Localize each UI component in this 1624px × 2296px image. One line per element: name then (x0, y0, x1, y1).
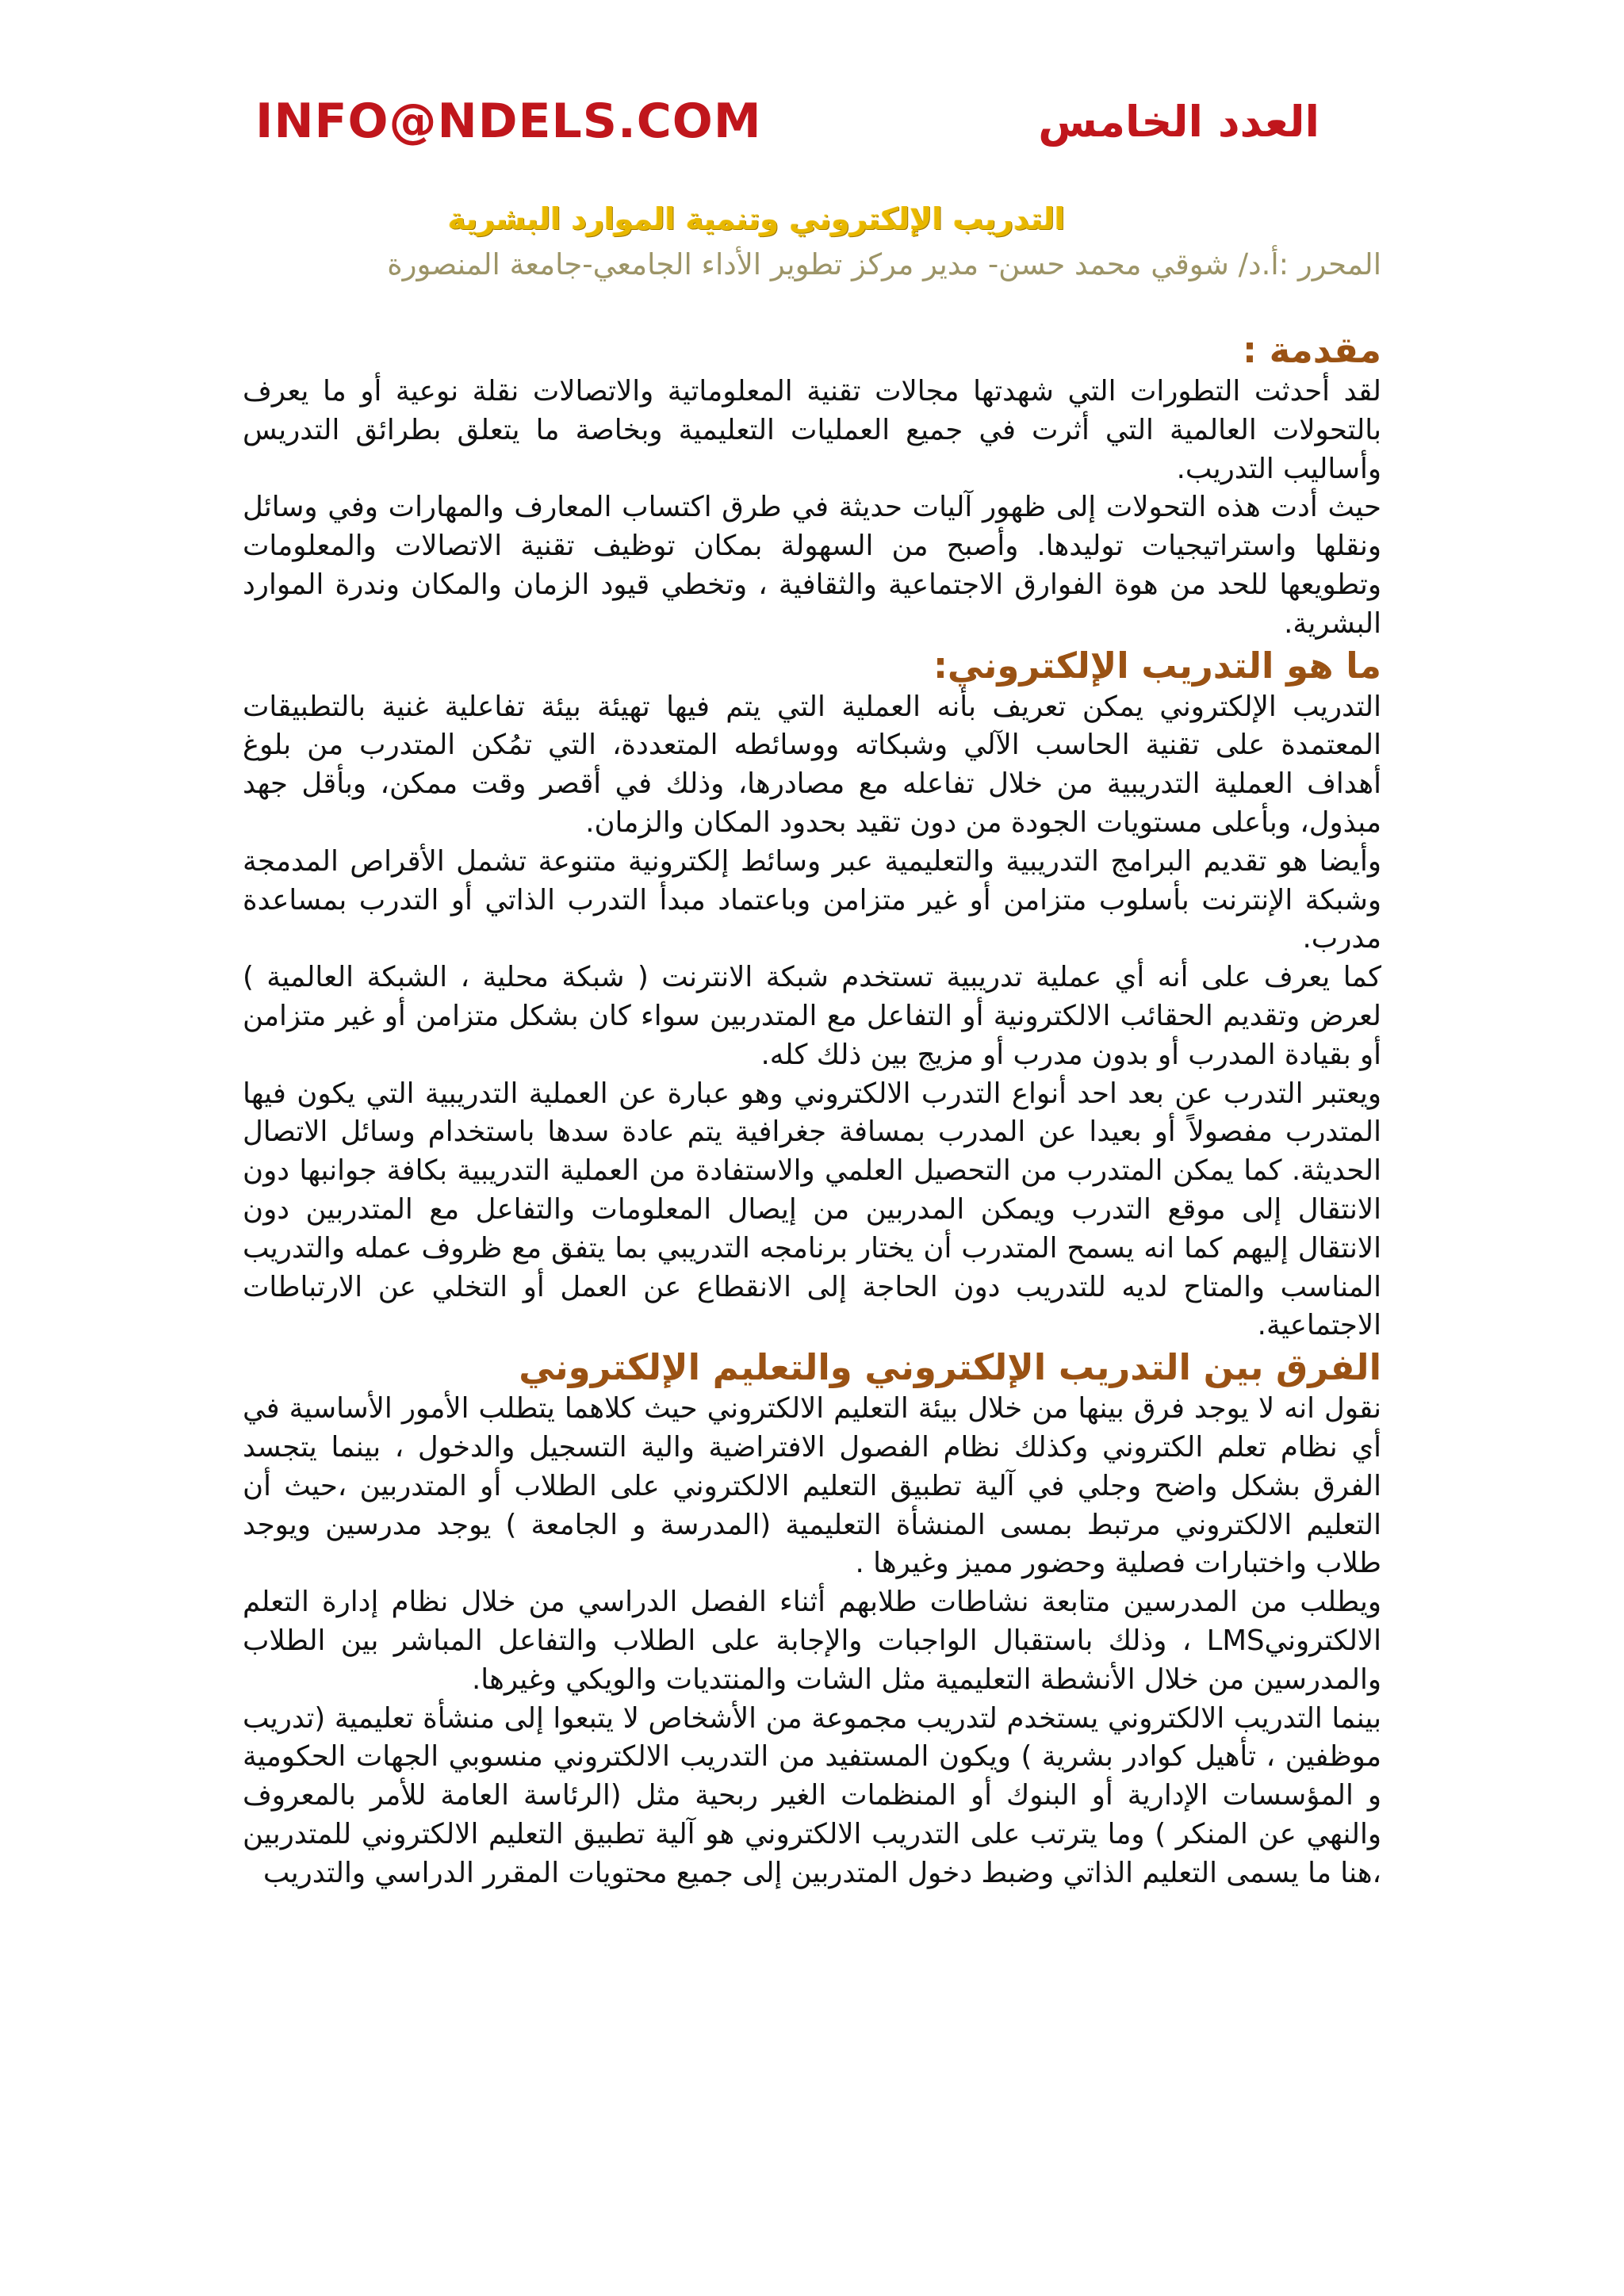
article-body (243, 328, 1381, 1892)
paragraph: وأيضا هو تقديم البرامج التدريبية والتعليمية عبر وسائط إلكترونية متنوعة تشمل الأقراص المدمجة وشبكة الإنترنت بأسلوب متزامن أو غير متزامن وباعتماد مبدأ التدرب الذاتي أو التدرب بمساعدة مدرب. (243, 844, 1381, 955)
paragraph: التدريب الإلكتروني يمكن تعريف بأنه العملية التي يتم فيها تهيئة بيئة تفاعلية غنية بالتطبيقات المعتمدة على تقنية الحاسب الآلي وشبكاته ووسائطه المتعددة، التي تمُكن المتدرب من بلوغ أهداف العملية التدريبية من خلال تفاعله مع مصادرها، وذلك في أقصر وقت ممكن، وبأقل جهد مبذول، وبأعلى مستويات الجودة من دون تقيد بحدود المكان والزمان. (243, 690, 1381, 839)
paragraph: ويعتبر التدرب عن بعد احد أنواع التدرب الالكتروني وهو عبارة عن العملية التدريبية التي يكون فيها المتدرب مفصولاً أو بعيدا عن المدرب بمسافة جغرافية يتم عادة سدها باستخدام وسائل الاتصال الحديثة. كما يمكن المتدرب من التحصيل العلمي والاستفادة من العملية التدريبية بكافة جوانبها دون الانتقال إلى موقع التدرب ويمكن المدربين من إيصال المعلومات والتفاعل مع المتدربين دون الانتقال إليهم كما انه يسمح المتدرب أن يختار برنامجه التدريبي بما يتفق مع ظروف عمله والتدريب المناسب والمتاح لديه للتدريب دون الحاجة إلى الانقطاع عن العمل أو التخلي عن الارتباطات الاجتماعية. (243, 1077, 1381, 1342)
issue-label: العدد الخامس (1038, 97, 1320, 147)
paragraph: بينما التدريب الالكتروني يستخدم لتدريب مجموعة من الأشخاص لا يتبعوا إلى منشأة تعليمية (تدريب موظفين ، تأهيل كوادر بشرية ) ويكون المستفيد من التدريب الالكتروني منسوبي الجهات الحكومية و المؤسسات الإدارية أو البنوك أو المنظمات الغير ربحية مثل (الرئاسة العامة للأمر بالمعروف والنهي عن المنكر ) وما يترتب على التدريب الالكتروني هو آلية تطبيق التعليم الالكتروني للمتدربين ،هنا ما يسمى التعليم الذاتي وضبط دخول المتدربين إلى جميع محتويات المقرر الدراسي والتدريب (243, 1701, 1381, 1889)
editor-line: المحرر :أ.د/ شوقي محمد حسن- مدير مركز تطوير الأداء الجامعي-جامعة المنصورة (387, 247, 1381, 281)
section-heading-intro: مقدمة : (1242, 329, 1381, 371)
paragraph: كما يعرف على أنه أي عملية تدريبية تستخدم شبكة الانترنت ( شبكة محلية ، الشبكة العالمية ) لعرض وتقديم الحقائب الالكترونية أو التفاعل مع المتدربين سواء كان بشكل متزامن أو غير متزامن أو بقيادة المدرب أو بدون مدرب أو مزيج بين ذلك كله. (243, 961, 1381, 1071)
contact-email[interactable]: INFO@NDELS.COM (255, 94, 762, 149)
paragraph: حيث أدت هذه التحولات إلى ظهور آليات حديثة في طرق اكتساب المعارف والمهارات وفي وسائل ونقلها واستراتيجيات توليدها. وأصبح من السهولة بمكان توظيف تقنية الاتصالات والمعلومات وتطويعها للحد من هوة الفوارق الاجتماعية والثقافية ، وتخطي قيود الزمان والمكان وندرة الموارد البشرية. (243, 491, 1381, 640)
article-title: التدريب الإلكتروني وتنمية الموارد البشرية (447, 201, 1066, 236)
paragraph: ويطلب من المدرسين متابعة نشاطات طلابهم أثناء الفصل الدراسي من خلال نظام إدارة التعلم الالكترونيLMS ، وذلك باستقبال الواجبات والإجابة على الطلاب والتفاعل المباشر بين الطلاب والمدرسين من خلال الأنشطة التعليمية مثل الشات والمنتديات والويكي وغيرها. (243, 1586, 1381, 1696)
paragraph: نقول انه لا يوجد فرق بينها من خلال بيئة التعليم الالكتروني حيث كلاهما يتطلب الأمور الأساسية في أي نظام تعلم الكتروني وكذلك نظام الفصول الافتراضية والية التسجيل والدخول ، بينما يتجسد الفرق بشكل واضح وجلي في آلية تطبيق التعليم الالكتروني على الطلاب أو المتدربين ،حيث أن التعليم الالكتروني مرتبط بمسى المنشأة التعليمية (المدرسة و الجامعة ) يوجد مدرسين ويوجد طلاب واختبارات فصلية وحضور مميز وغيرها . (243, 1392, 1381, 1580)
section-heading-definition: ما هو التدريب الإلكتروني: (933, 644, 1381, 687)
section-heading-difference: الفرق بين التدريب الإلكتروني والتعليم الإلكتروني (519, 1346, 1381, 1389)
paragraph: لقد أحدثت التطورات التي شهدتها مجالات تقنية المعلوماتية والاتصالات نقلة نوعية أو ما يعرف بالتحولات العالمية التي أثرت في جميع العمليات التعليمية وبخاصة ما يتعلق بطرائق التدريس وأساليب التدريب. (243, 375, 1381, 485)
